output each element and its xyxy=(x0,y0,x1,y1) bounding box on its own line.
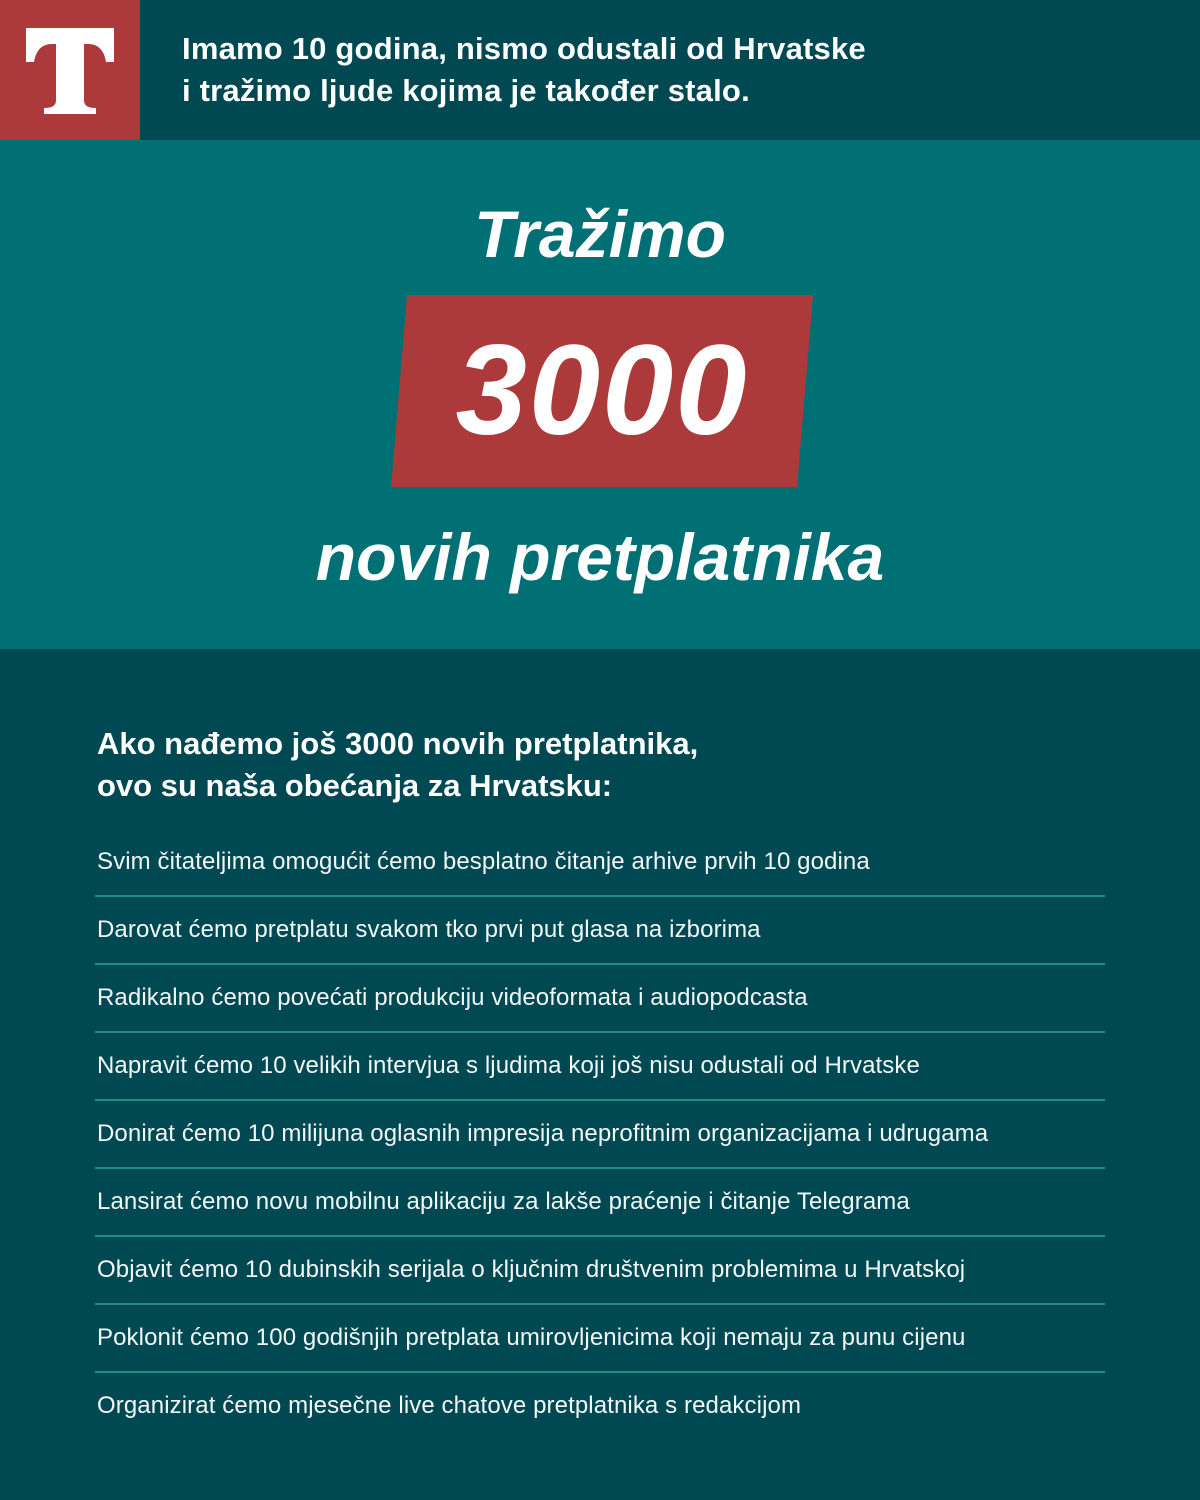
promises-section xyxy=(0,649,1200,1500)
heading-number: 3000 xyxy=(345,726,415,761)
telegram-logo[interactable] xyxy=(0,0,140,140)
heading-part-2: novih pretplatnika, xyxy=(414,726,699,761)
intro-line-1: Imamo 10 godina, nismo odustali od Hrvatske xyxy=(182,31,866,66)
promises-heading-line-1 xyxy=(97,723,1097,765)
hero-lead: Tražimo xyxy=(474,197,726,271)
logo-t-icon xyxy=(0,0,140,140)
target-number-badge xyxy=(391,295,813,487)
promise-item: Lansirat ćemo novu mobilnu aplikaciju za lakše praćenje i čitanje Telegrama xyxy=(95,1169,1105,1237)
promise-item: Objavit ćemo 10 dubinskih serijala o ključnim društvenim problemima u Hrvatskoj xyxy=(95,1237,1105,1305)
hero-tail: novih pretplatnika xyxy=(315,520,885,594)
promise-list xyxy=(95,829,1105,1439)
promises-heading xyxy=(97,723,1097,807)
promise-item: Napravit ćemo 10 velikih intervjua s ljudima koji još nisu odustali od Hrvatske xyxy=(95,1033,1105,1101)
hero-section xyxy=(0,140,1200,649)
intro-text xyxy=(182,28,1142,112)
promise-item: Radikalno ćemo povećati produkciju videoformata i audiopodcasta xyxy=(95,965,1105,1033)
intro-line-2: i tražimo ljude kojima je također stalo. xyxy=(182,73,750,108)
target-number: 3000 xyxy=(455,319,749,462)
promise-item: Darovat ćemo pretplatu svakom tko prvi put glasa na izborima xyxy=(95,897,1105,965)
promise-item: Poklonit ćemo 100 godišnjih pretplata umirovljenicima koji nemaju za punu cijenu xyxy=(95,1305,1105,1373)
promise-item: Donirat ćemo 10 milijuna oglasnih impresija neprofitnim organizacijama i udrugama xyxy=(95,1101,1105,1169)
heading-part-1: Ako nađemo još xyxy=(97,726,346,761)
promise-item: Svim čitateljima omogućit ćemo besplatno čitanje arhive prvih 10 godina xyxy=(95,829,1105,897)
promise-item: Organizirat ćemo mjesečne live chatove pretplatnika s redakcijom xyxy=(97,1392,802,1419)
header-bar xyxy=(0,0,1200,140)
promises-heading-line-2: ovo su naša obećanja za Hrvatsku: xyxy=(97,768,613,803)
